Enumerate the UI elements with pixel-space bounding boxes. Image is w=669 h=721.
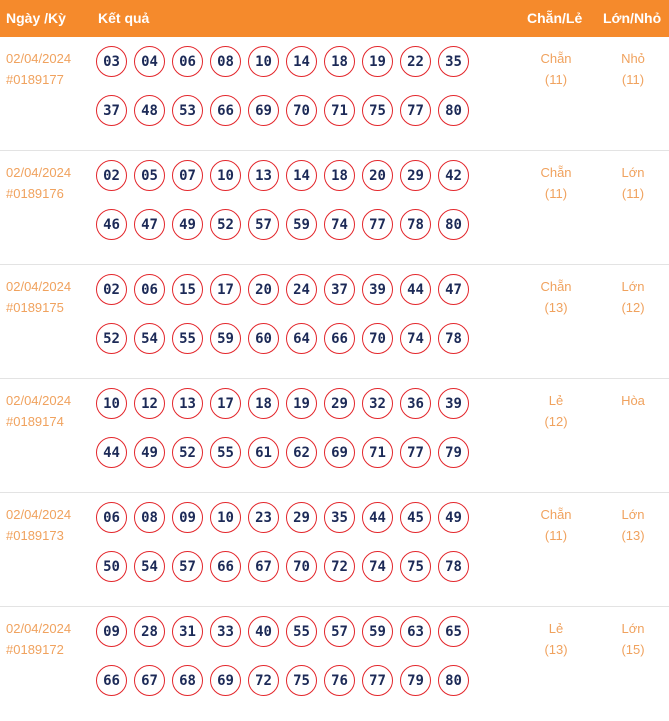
big-small-count: (15): [621, 642, 645, 657]
draw-id-link[interactable]: #0189176: [6, 186, 64, 201]
number-ball: 09: [96, 616, 127, 647]
number-ball: 55: [210, 437, 241, 468]
number-ball: 67: [134, 665, 165, 696]
draw-info: [6, 390, 71, 432]
even-odd-result: [521, 390, 591, 432]
number-ball: 02: [96, 160, 127, 191]
number-ball: 60: [248, 323, 279, 354]
big-small-label: Lớn: [621, 507, 645, 522]
number-ball: 77: [362, 209, 393, 240]
number-ball: 66: [210, 95, 241, 126]
number-ball: 12: [134, 388, 165, 419]
big-small-label: Hòa: [621, 393, 645, 408]
number-ball: 55: [286, 616, 317, 647]
header-result: Kết quả: [98, 10, 150, 26]
even-odd-result: [521, 162, 591, 204]
big-small-label: Lớn: [621, 165, 645, 180]
even-odd-count: (11): [544, 528, 568, 543]
number-ball: 06: [172, 46, 203, 77]
big-small-result: [598, 504, 668, 546]
number-ball: 57: [248, 209, 279, 240]
number-ball: 32: [362, 388, 393, 419]
draw-id-link[interactable]: #0189175: [6, 300, 64, 315]
big-small-result: [598, 48, 668, 90]
draw-id-link[interactable]: #0189174: [6, 414, 64, 429]
number-ball: 54: [134, 323, 165, 354]
table-row: [0, 379, 669, 493]
number-ball: 20: [248, 274, 279, 305]
number-ball: 54: [134, 551, 165, 582]
number-ball: 17: [210, 274, 241, 305]
result-numbers: [96, 160, 486, 240]
draw-date: 02/04/2024: [6, 165, 72, 180]
number-ball: 42: [438, 160, 469, 191]
number-ball: 74: [400, 323, 431, 354]
number-ball: 19: [362, 46, 393, 77]
number-ball: 77: [362, 665, 393, 696]
number-ball: 80: [438, 209, 469, 240]
number-ball: 22: [400, 46, 431, 77]
even-odd-label: Chẵn: [540, 51, 572, 66]
draw-info: [6, 504, 71, 546]
even-odd-count: (13): [544, 300, 568, 315]
number-ball: 37: [96, 95, 127, 126]
table-row: [0, 607, 669, 721]
number-ball: 80: [438, 665, 469, 696]
number-ball: 72: [324, 551, 355, 582]
draw-info: [6, 618, 71, 660]
number-ball: 45: [400, 502, 431, 533]
number-ball: 80: [438, 95, 469, 126]
number-ball: 52: [210, 209, 241, 240]
number-ball: 53: [172, 95, 203, 126]
number-ball: 44: [400, 274, 431, 305]
number-ball: 57: [172, 551, 203, 582]
result-numbers: [96, 502, 486, 582]
number-ball: 79: [400, 665, 431, 696]
number-ball: 49: [134, 437, 165, 468]
number-ball: 46: [96, 209, 127, 240]
big-small-count: (11): [621, 186, 645, 201]
even-odd-label: Chẵn: [540, 507, 572, 522]
number-ball: 69: [324, 437, 355, 468]
number-ball: 52: [172, 437, 203, 468]
number-ball: 75: [400, 551, 431, 582]
table-row: [0, 151, 669, 265]
draw-date: 02/04/2024: [6, 507, 72, 522]
number-ball: 13: [248, 160, 279, 191]
draw-id-link[interactable]: #0189172: [6, 642, 64, 657]
number-ball: 44: [96, 437, 127, 468]
result-numbers: [96, 388, 486, 468]
number-ball: 14: [286, 160, 317, 191]
big-small-label: Nhỏ: [621, 51, 645, 66]
number-ball: 29: [324, 388, 355, 419]
number-ball: 62: [286, 437, 317, 468]
number-ball: 07: [172, 160, 203, 191]
even-odd-count: (13): [544, 642, 568, 657]
result-numbers: [96, 46, 486, 126]
big-small-result: [598, 618, 668, 660]
number-ball: 66: [96, 665, 127, 696]
number-ball: 37: [324, 274, 355, 305]
draw-info: [6, 162, 71, 204]
number-ball: 40: [248, 616, 279, 647]
number-ball: 29: [286, 502, 317, 533]
number-ball: 74: [362, 551, 393, 582]
number-ball: 78: [400, 209, 431, 240]
header-big-small: Lớn/Nhỏ: [603, 10, 662, 26]
even-odd-result: [521, 618, 591, 660]
draw-info: [6, 48, 71, 90]
even-odd-label: Lẻ: [548, 621, 564, 636]
number-ball: 72: [248, 665, 279, 696]
number-ball: 33: [210, 616, 241, 647]
even-odd-result: [521, 504, 591, 546]
big-small-count: (11): [621, 72, 645, 87]
draw-info: [6, 276, 71, 318]
number-ball: 39: [362, 274, 393, 305]
draw-id-link[interactable]: #0189173: [6, 528, 64, 543]
even-odd-label: Chẵn: [540, 165, 572, 180]
even-odd-label: Lẻ: [548, 393, 564, 408]
number-ball: 18: [324, 46, 355, 77]
draw-id-link[interactable]: #0189177: [6, 72, 64, 87]
number-ball: 50: [96, 551, 127, 582]
number-ball: 10: [210, 160, 241, 191]
big-small-result: [598, 276, 668, 318]
number-ball: 35: [438, 46, 469, 77]
table-row: [0, 265, 669, 379]
draw-date: 02/04/2024: [6, 393, 72, 408]
number-ball: 47: [134, 209, 165, 240]
number-ball: 78: [438, 323, 469, 354]
number-ball: 66: [324, 323, 355, 354]
number-ball: 28: [134, 616, 165, 647]
big-small-result: [598, 390, 668, 411]
number-ball: 47: [438, 274, 469, 305]
number-ball: 03: [96, 46, 127, 77]
number-ball: 10: [96, 388, 127, 419]
even-odd-label: Chẵn: [540, 279, 572, 294]
number-ball: 29: [400, 160, 431, 191]
number-ball: 06: [134, 274, 165, 305]
number-ball: 36: [400, 388, 431, 419]
result-numbers: [96, 616, 486, 696]
draw-date: 02/04/2024: [6, 51, 72, 66]
number-ball: 04: [134, 46, 165, 77]
number-ball: 14: [286, 46, 317, 77]
results-table: [0, 37, 669, 721]
number-ball: 08: [210, 46, 241, 77]
number-ball: 20: [362, 160, 393, 191]
number-ball: 15: [172, 274, 203, 305]
number-ball: 79: [438, 437, 469, 468]
number-ball: 23: [248, 502, 279, 533]
table-header: [0, 0, 669, 37]
number-ball: 70: [362, 323, 393, 354]
number-ball: 67: [248, 551, 279, 582]
number-ball: 19: [286, 388, 317, 419]
number-ball: 08: [134, 502, 165, 533]
number-ball: 61: [248, 437, 279, 468]
number-ball: 57: [324, 616, 355, 647]
header-date-draw: Ngày /Kỳ: [6, 10, 66, 26]
number-ball: 69: [248, 95, 279, 126]
number-ball: 31: [172, 616, 203, 647]
even-odd-count: (11): [544, 186, 568, 201]
number-ball: 74: [324, 209, 355, 240]
number-ball: 13: [172, 388, 203, 419]
number-ball: 18: [248, 388, 279, 419]
number-ball: 71: [362, 437, 393, 468]
number-ball: 02: [96, 274, 127, 305]
even-odd-result: [521, 276, 591, 318]
number-ball: 63: [400, 616, 431, 647]
number-ball: 10: [210, 502, 241, 533]
number-ball: 64: [286, 323, 317, 354]
number-ball: 09: [172, 502, 203, 533]
header-even-odd: Chẵn/Lẻ: [527, 10, 583, 26]
big-small-result: [598, 162, 668, 204]
number-ball: 49: [172, 209, 203, 240]
number-ball: 77: [400, 95, 431, 126]
number-ball: 76: [324, 665, 355, 696]
number-ball: 10: [248, 46, 279, 77]
number-ball: 52: [96, 323, 127, 354]
number-ball: 49: [438, 502, 469, 533]
number-ball: 44: [362, 502, 393, 533]
number-ball: 75: [362, 95, 393, 126]
number-ball: 55: [172, 323, 203, 354]
result-numbers: [96, 274, 486, 354]
number-ball: 69: [210, 665, 241, 696]
number-ball: 70: [286, 551, 317, 582]
draw-date: 02/04/2024: [6, 621, 72, 636]
number-ball: 59: [362, 616, 393, 647]
number-ball: 48: [134, 95, 165, 126]
number-ball: 78: [438, 551, 469, 582]
number-ball: 05: [134, 160, 165, 191]
number-ball: 18: [324, 160, 355, 191]
number-ball: 66: [210, 551, 241, 582]
even-odd-result: [521, 48, 591, 90]
big-small-count: (13): [621, 528, 645, 543]
big-small-count: (12): [621, 300, 645, 315]
even-odd-count: (11): [544, 72, 568, 87]
draw-date: 02/04/2024: [6, 279, 72, 294]
big-small-label: Lớn: [621, 621, 645, 636]
number-ball: 39: [438, 388, 469, 419]
number-ball: 70: [286, 95, 317, 126]
number-ball: 68: [172, 665, 203, 696]
number-ball: 65: [438, 616, 469, 647]
number-ball: 71: [324, 95, 355, 126]
number-ball: 17: [210, 388, 241, 419]
number-ball: 59: [210, 323, 241, 354]
number-ball: 24: [286, 274, 317, 305]
number-ball: 35: [324, 502, 355, 533]
number-ball: 06: [96, 502, 127, 533]
even-odd-count: (12): [544, 414, 568, 429]
number-ball: 75: [286, 665, 317, 696]
table-row: [0, 493, 669, 607]
table-row: [0, 37, 669, 151]
big-small-label: Lớn: [621, 279, 645, 294]
number-ball: 59: [286, 209, 317, 240]
number-ball: 77: [400, 437, 431, 468]
